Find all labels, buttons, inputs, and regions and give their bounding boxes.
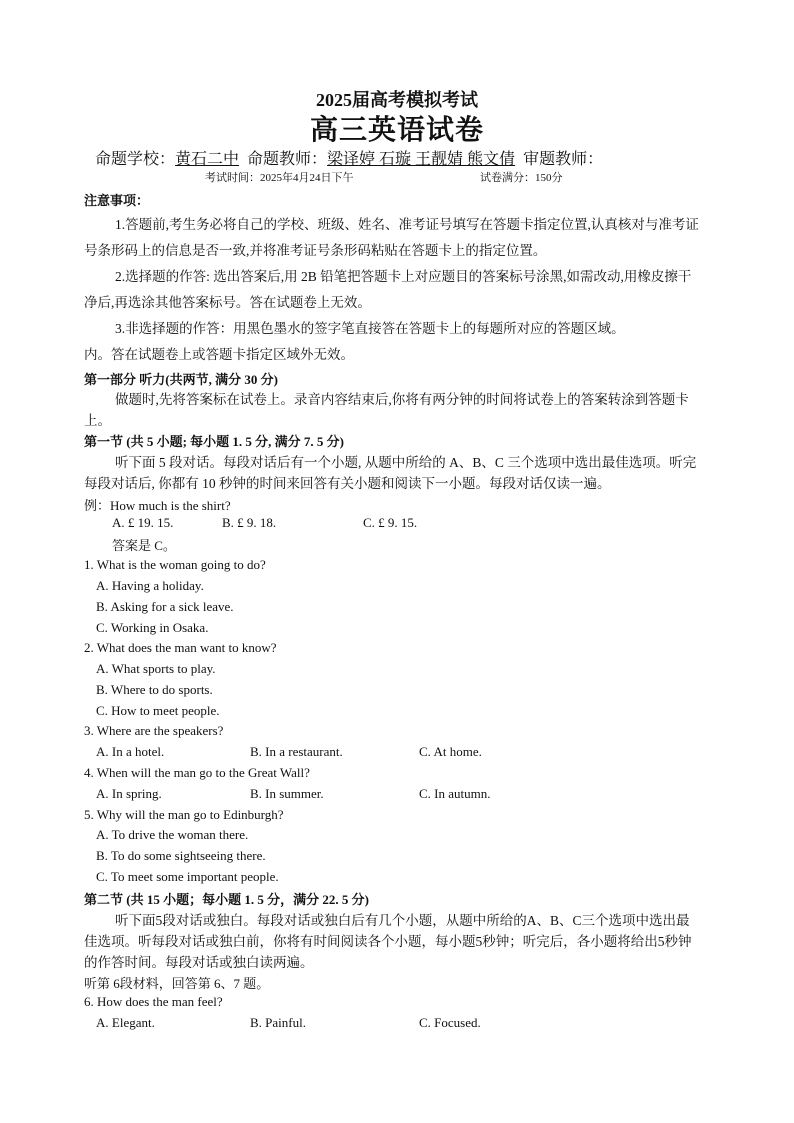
note-3-line-1: 3.非选择题的作答：用黑色墨水的签字笔直接答在答题卡上的每题所对应的答题区域。 [115,321,625,336]
question-1: 1. What is the woman going to do? [84,557,266,572]
note-1-line-1: 1.答题前,考生务必将自己的学校、班级、姓名、准考证号填写在答题卡指定位置,认真核对与准考证 [115,217,699,232]
exam-time: 考试时间：2025年4月24日下午 [205,172,354,184]
q2-option-c: C. How to meet people. [96,703,220,718]
q2-option-b: B. Where to do sports. [96,682,213,697]
note-3-line-2: 内。答在试题卷上或答题卡指定区域外无效。 [84,347,354,362]
material-6-instruction: 听第 6段材料，回答第 6、7 题。 [84,976,270,991]
note-1-line-2: 号条形码上的信息是否一致,并将准考证号条形码粘贴在答题卡上的指定位置。 [84,243,547,258]
question-2: 2. What does the man want to know? [84,640,277,655]
question-3: 3. Where are the speakers? [84,723,224,738]
school-value: 黄石二中 [175,151,240,168]
part1-heading: 第一部分 听力(共两节, 满分 30 分) [84,372,278,387]
q4-option-b: B. In summer. [250,786,324,801]
question-5: 5. Why will the man go to Edinburgh? [84,807,284,822]
q3-option-c: C. At home. [419,744,482,759]
teachers-value: 梁译婷 石璇 王靓婧 熊文倩 [327,151,516,168]
exam-title: 2025届高考模拟考试 [316,90,478,110]
q2-option-a: A. What sports to play. [96,661,216,676]
example-option-b: B. £ 9. 18. [222,515,277,530]
example-question: 例：How much is the shirt? [84,498,231,513]
q6-option-a: A. Elegant. [96,1015,155,1030]
q1-option-a: A. Having a holiday. [96,578,204,593]
question-4: 4. When will the man go to the Great Wall? [84,765,310,780]
author-info [95,146,603,169]
q1-option-b: B. Asking for a sick leave. [96,599,234,614]
section1-intro-line-2: 每段对话后, 你都有 10 秒钟的时间来回答有关小题和阅读下一小题。每段对话仅读一遍。 [84,476,611,491]
example-answer: 答案是 C。 [112,538,176,553]
q5-option-a: A. To drive the woman there. [96,827,249,842]
example-option-a: A. £ 19. 15. [112,515,174,530]
section2-intro-line-3: 的作答时间。每段对话或独白读两遍。 [84,955,314,970]
example-option-c: C. £ 9. 15. [363,515,418,530]
reviewer-label: 审题教师： [523,151,604,168]
q5-option-b: B. To do some sightseeing there. [96,848,266,863]
paper-title: 高三英语试卷 [309,113,484,146]
q3-option-a: A. In a hotel. [96,744,165,759]
school-label: 命题学校： [95,151,176,168]
full-score: 试卷满分：150分 [480,172,563,184]
note-2-line-1: 2.选择题的作答: 选出答案后,用 2B 铅笔把答题卡上对应题目的答案标号涂黑,如需改动,用橡皮擦干 [115,269,692,284]
notes-heading: 注意事项： [84,193,150,208]
section2-heading: 第二节 (共 15 小题；每小题 1. 5 分，满分 22. 5 分) [84,892,369,907]
part1-intro-line-2: 上。 [84,413,111,428]
question-6: 6. How does the man feel? [84,994,223,1009]
section2-intro-line-1: 听下面5段对话或独白。每段对话或独白后有几个小题，从题中所给的A、B、C三个选项中选出最 [115,913,690,928]
q1-option-c: C. Working in Osaka. [96,620,209,635]
section1-intro-line-1: 听下面 5 段对话。每段对话后有一个小题, 从题中所给的 A、B、C 三个选项中选出最佳选项。听完 [115,455,697,470]
part1-intro-line-1: 做题时,先将答案标在试卷上。录音内容结束后,你将有两分钟的时间将试卷上的答案转涂到答题卡 [115,392,689,407]
section2-intro-line-2: 佳选项。听每段对话或独白前，你将有时间阅读各个小题，每小题5秒钟；听完后，各小题将给出5秒钟 [84,934,692,949]
section1-heading: 第一节 (共 5 小题; 每小题 1. 5 分, 满分 7. 5 分) [84,434,344,449]
q6-option-b: B. Painful. [250,1015,306,1030]
note-2-line-2: 净后,再选涂其他答案标号。答在试题卷上无效。 [84,295,371,310]
teachers-label: 命题教师： [247,151,328,168]
q4-option-a: A. In spring. [96,786,162,801]
q4-option-c: C. In autumn. [419,786,491,801]
q3-option-b: B. In a restaurant. [250,744,343,759]
q6-option-c: C. Focused. [419,1015,481,1030]
q5-option-c: C. To meet some important people. [96,869,279,884]
